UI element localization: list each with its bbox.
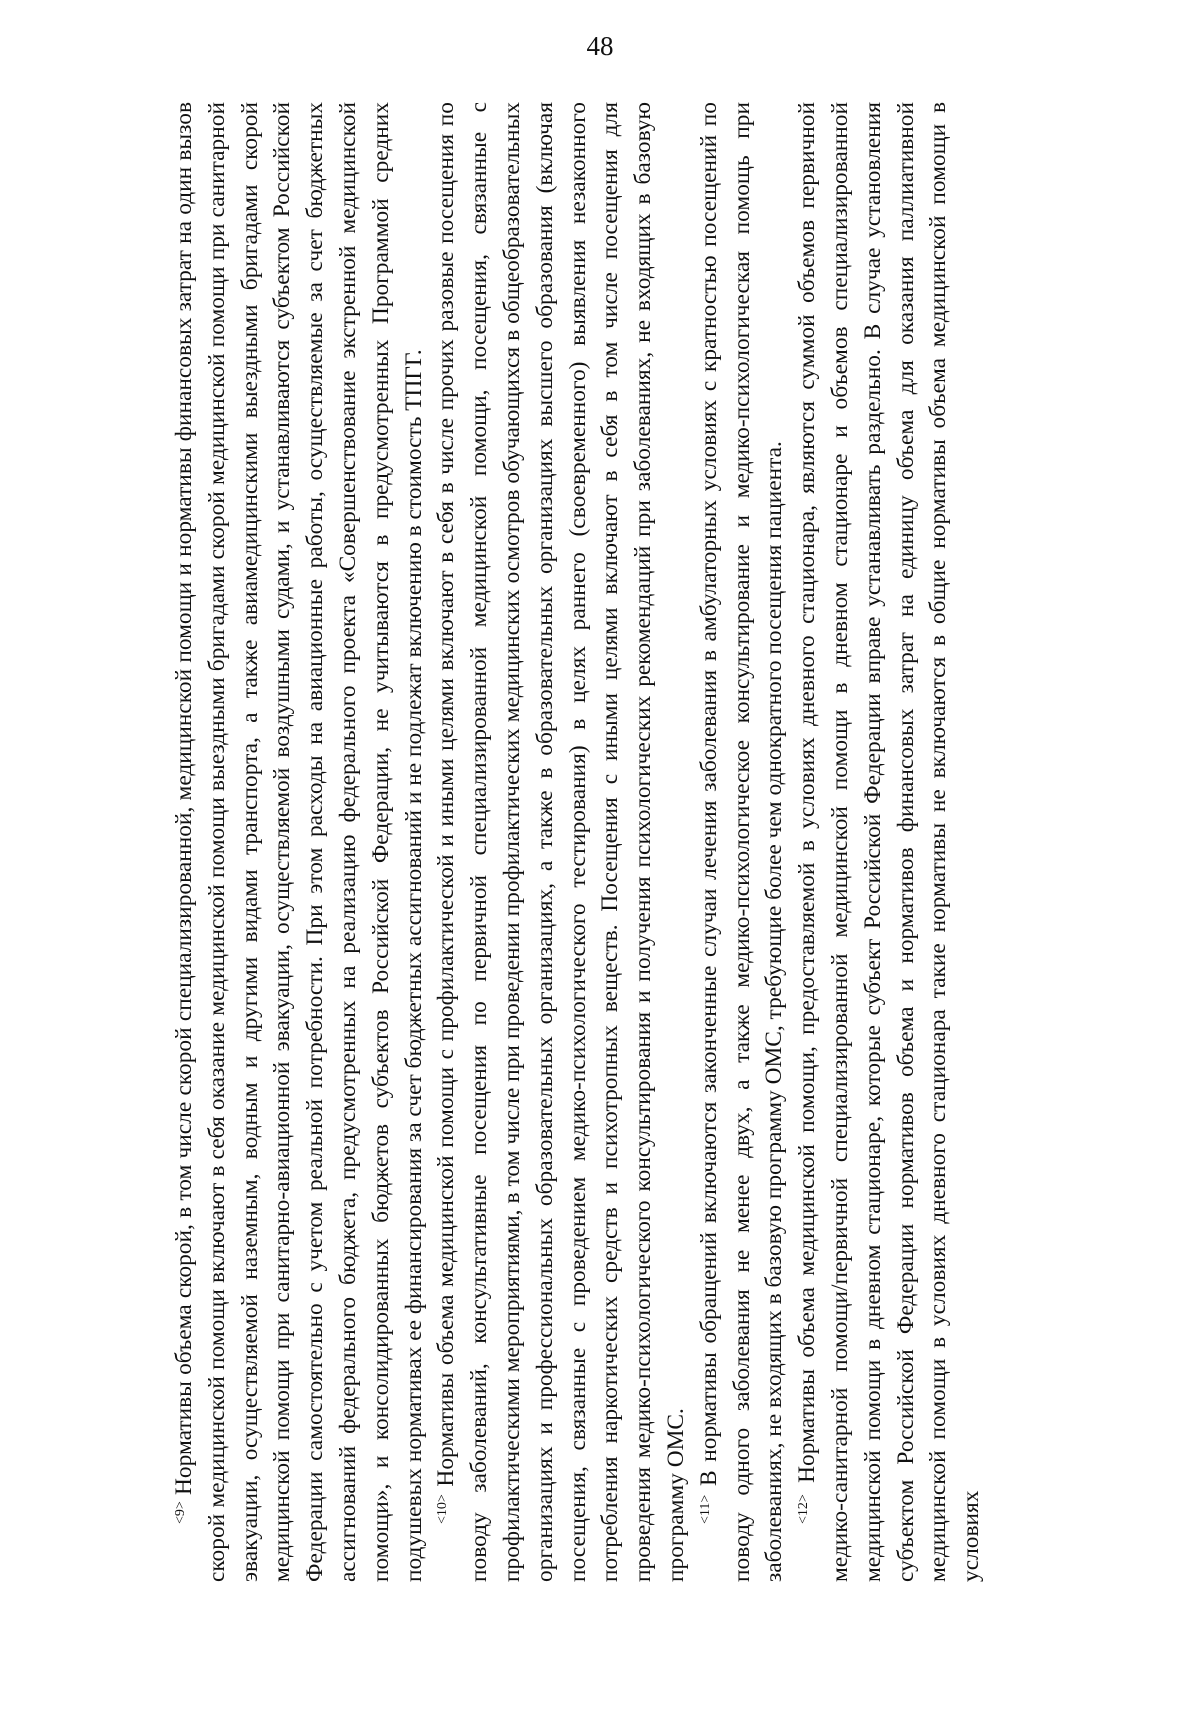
footnote-9 (168, 102, 430, 1582)
footnote-text: В нормативы обращений включаются законченные случаи лечения заболевания в амбулаторных условиях с кратностью посещений по поводу одного заболевания не менее двух, а также медико-психологическое консультирование и медико-психологическая помощь при заболеваниях, не входящих в базовую программу ОМС, требующие более чем однократного посещения пациента. (695, 102, 788, 1582)
footnote-text: Нормативы объема медицинской помощи с профилактической и иными целями включают в себя в числе прочих разовые посещения по поводу заболеваний, консультативные посещения по первичной специализированной медицинской помощи, посещения, связанные с профилактическими мероприятиями, в том числе при проведении профилактических медицинских осмотров обучающихся в общеобразовательных организациях и профессиональных образовательных организациях, а также в образовательных организациях высшего образования (включая посещения, связанные с проведением медико-психологического тестирования) в целях раннего (своевременного) выявления незаконного потребления наркотических средств и психотропных веществ. Посещения с иными целями включают в себя в том числе посещения для проведения медико-психологического консультирования и получения психологических рекомендаций при заболеваниях, не входящих в базовую программу ОМС. (433, 102, 689, 1582)
footnote-marker: <11> (697, 1494, 713, 1524)
footnote-marker: <9> (173, 1501, 188, 1524)
page-number: 48 (586, 31, 614, 61)
footnote-text: Нормативы объема медицинской помощи, предоставляемой в условиях дневного стационара, являются суммой объемов первичной медико-санитарной помощи/первичной специализированной медицинской помощи в дневном стационаре и объемов специализированной медицинской помощи в дневном стационаре, которые субъект Российской Федерации вправе устанавливать раздельно. В случае установления субъектом Российской Федерации нормативов объема и нормативов финансовых затрат на единицу объема для оказания паллиативной медицинской помощи в условиях дневного стационара такие нормативы не включаются в общие нормативы объема медицинской помощи в условиях (794, 102, 985, 1582)
footnote-marker: <10> (435, 1494, 451, 1524)
footnote-11 (693, 102, 791, 1582)
footnotes-block (168, 102, 988, 1582)
footnote-marker: <12> (796, 1494, 812, 1524)
footnote-text: Нормативы объема скорой, в том числе скорой специализированной, медицинской помощи и нормативы финансовых затрат на один вызов скорой медицинской помощи включают в себя оказание медицинской помощи выездными бригадами скорой медицинской помощи при санитарной эвакуации, осуществляемой наземным, водным и другими видами транспорта, а также авиамедицинскими выездными бригадами скорой медицинской помощи при санитарно-авиационной эвакуации, осуществляемой воздушными судами, и устанавливаются субъектом Российской Федерации самостоятельно с учетом реальной потребности. При этом расходы на авиационные работы, осуществляемые за счет бюджетных ассигнований федерального бюджета, предусмотренных на реализацию федерального проекта «Совершенствование экстренной медицинской помощи», и консолидированных бюджетов субъектов Российской Федерации, не учитываются в предусмотренных Программой средних подушевых нормативах ее финансирования за счет бюджетных ассигнований и не подлежат включению в стоимость ТПГГ. (171, 102, 427, 1582)
rotated-page-body (168, 102, 1103, 1582)
footnote-12 (791, 102, 988, 1582)
footnote-10 (430, 102, 692, 1582)
